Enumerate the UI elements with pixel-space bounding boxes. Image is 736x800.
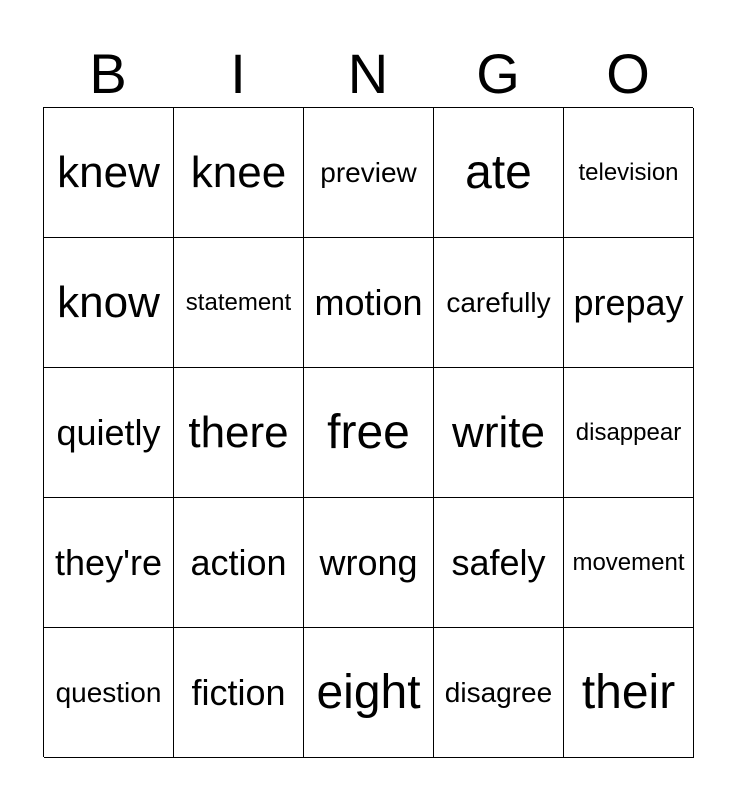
header-letter-b: B <box>89 42 127 105</box>
header-letter-g: G <box>476 42 520 105</box>
bingo-cell: prepay <box>564 238 694 368</box>
bingo-cell: wrong <box>304 498 434 628</box>
bingo-cell: question <box>44 628 174 758</box>
bingo-cell: there <box>174 368 304 498</box>
bingo-cell: action <box>174 498 304 628</box>
bingo-cell: fiction <box>174 628 304 758</box>
bingo-header <box>43 40 693 108</box>
header-letter-i: I <box>230 42 246 105</box>
header-letter-o: O <box>606 42 650 105</box>
bingo-cell: knew <box>44 108 174 238</box>
bingo-cell: knee <box>174 108 304 238</box>
header-letter-n: N <box>347 42 389 105</box>
bingo-cell: motion <box>304 238 434 368</box>
bingo-cell: quietly <box>44 368 174 498</box>
bingo-cell: disappear <box>564 368 694 498</box>
bingo-cell: know <box>44 238 174 368</box>
bingo-cell: write <box>434 368 564 498</box>
bingo-cell: free <box>304 368 434 498</box>
bingo-cell: they're <box>44 498 174 628</box>
bingo-cell: carefully <box>434 238 564 368</box>
bingo-board <box>43 107 693 757</box>
bingo-cell: safely <box>434 498 564 628</box>
bingo-cell: eight <box>304 628 434 758</box>
bingo-cell: statement <box>174 238 304 368</box>
bingo-cell: their <box>564 628 694 758</box>
bingo-cell: disagree <box>434 628 564 758</box>
bingo-cell: television <box>564 108 694 238</box>
bingo-cell: movement <box>564 498 694 628</box>
bingo-cell: ate <box>434 108 564 238</box>
bingo-cell: preview <box>304 108 434 238</box>
